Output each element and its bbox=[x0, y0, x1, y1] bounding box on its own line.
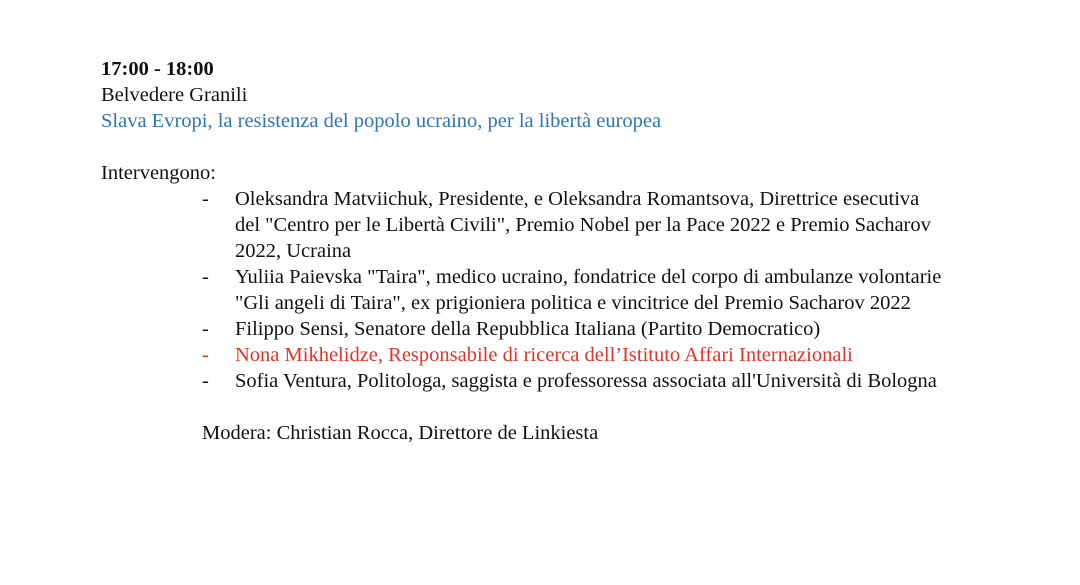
bullet-dash: - bbox=[202, 344, 209, 366]
speaker-item bbox=[101, 264, 945, 316]
event-time: 17:00 - 18:00 bbox=[101, 58, 214, 80]
event-title: Slava Evropi, la resistenza del popolo ucraino, per la libertà europea bbox=[101, 110, 662, 132]
event-program bbox=[101, 56, 1051, 446]
speaker-text: Nona Mikhelidze, Responsabile di ricerca dell’Istituto Affari Internazionali bbox=[235, 344, 853, 366]
speaker-text: Yuliia Paievska "Taira", medico ucraino, fondatrice del corpo di ambulanze volontarie "Gli angeli di Taira", ex prigioniera politica e vincitrice del Premio Sacharov 2022 bbox=[235, 266, 942, 314]
speakers-label: Intervengono: bbox=[101, 162, 216, 184]
spacer bbox=[101, 394, 1051, 420]
speaker-text: Filippo Sensi, Senatore della Repubblica Italiana (Partito Democratico) bbox=[235, 318, 821, 340]
bullet-dash: - bbox=[202, 188, 209, 210]
speaker-item-highlighted bbox=[101, 342, 945, 368]
speaker-list bbox=[101, 186, 1051, 394]
bullet-dash: - bbox=[202, 266, 209, 288]
speaker-text: Sofia Ventura, Politologa, saggista e professoressa associata all'Università di Bologna bbox=[235, 370, 937, 392]
spacer bbox=[101, 134, 1051, 160]
bullet-dash: - bbox=[202, 318, 209, 340]
moderator-line: Modera: Christian Rocca, Direttore de Linkiesta bbox=[202, 422, 599, 444]
speaker-item bbox=[101, 316, 945, 342]
bullet-dash: - bbox=[202, 370, 209, 392]
event-location: Belvedere Granili bbox=[101, 84, 248, 106]
speaker-text: Oleksandra Matviichuk, Presidente, e Oleksandra Romantsova, Direttrice esecutiva del "Centro per le Libertà Civili", Premio Nobel per la Pace 2022 e Premio Sacharov 2022, Ucraina bbox=[235, 188, 931, 262]
speaker-item bbox=[101, 368, 945, 394]
speaker-item bbox=[101, 186, 945, 264]
